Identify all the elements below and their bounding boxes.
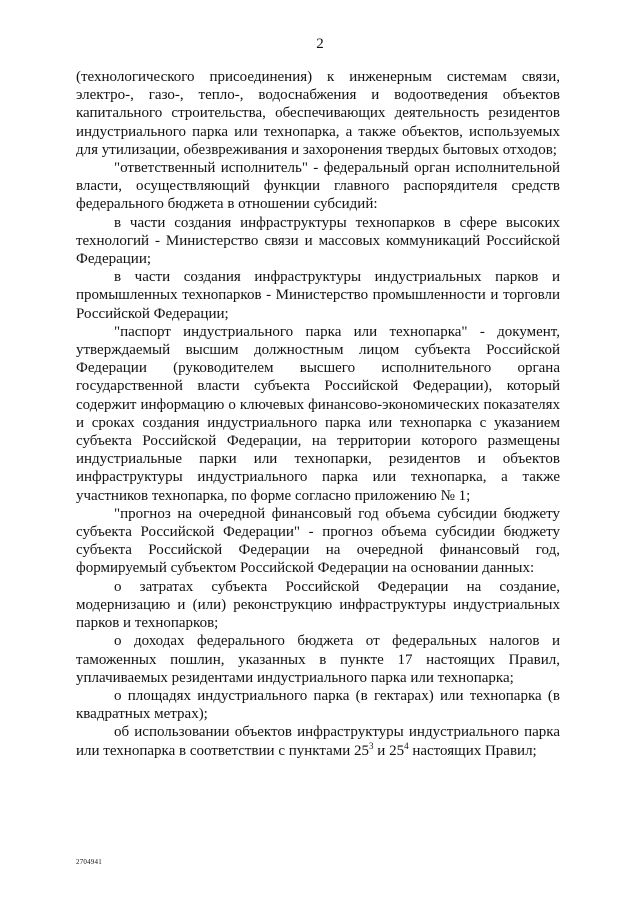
paragraph-last [76,723,560,759]
paragraph: "прогноз на очередной финансовый год объема субсидии бюджету субъекта Российской Федерации" - прогноз объема субсидии бюджету субъекта Российской Федерации на очередной финансовый год, формируемый субъектом Российской Федерации на основании данных: [76,505,560,577]
document-body [76,68,560,760]
paragraph: в части создания инфраструктуры технопарков в сфере высоких технологий - Министерство связи и массовых коммуникаций Российской Федерации; [76,214,560,268]
paragraph-text: настоящих Правил; [408,742,537,759]
paragraph: о площадях индустриального парка (в гектарах) или технопарка (в квадратных метрах); [76,687,560,723]
paragraph: о доходах федерального бюджета от федеральных налогов и таможенных пошлин, указанных в пункте 17 настоящих Правил, уплачиваемых резидентами индустриального парка или технопарка; [76,633,560,686]
superscript: 4 [404,740,409,751]
paragraph: (технологического присоединения) к инженерным системам связи, электро-, газо-, тепло-, водоснабжения и водоотведения объектов капитального строительства, обеспечивающих деятельность резидентов индустриального парка или технопарка, а также объектов, используемых для утилизации, обезвреживания и захоронения твердых бытовых отходов; [76,69,560,158]
paragraph: о затратах субъекта Российской Федерации на создание, модернизацию и (или) реконструкцию инфраструктуры индустриальных парков и технопарков; [76,578,560,632]
paragraph-text: об использовании объектов инфраструктуры индустриального парка или технопарка в соответствии с пунктами 25 [76,724,560,759]
document-code: 2704941 [76,858,102,866]
superscript: 3 [369,740,374,751]
page-number: 2 [316,36,324,52]
paragraph-text: и 25 [373,742,405,759]
paragraph: в части создания инфраструктуры индустриальных парков и промышленных технопарков - Министерство промышленности и торговли Российской Федерации; [76,269,560,322]
paragraph: "ответственный исполнитель" - федеральный орган исполнительной власти, осуществляющий функции главного распорядителя средств федерального бюджета в отношении субсидий: [76,160,560,213]
paragraph: "паспорт индустриального парка или технопарка" - документ, утверждаемый высшим должностным лицом субъекта Российской Федерации (руководителем высшего исполнительного органа государственной власти субъекта Российской Федерации), который содержит информацию о ключевых финансово-экономических показателях и сроках создания индустриального парка или технопарка с указанием субъекта Российской Федерации, на территории которого размещены индустриальные парки или технопарки, резидентов и объектов инфраструктуры индустриального парка или технопарка, а также участников технопарка, по форме согласно приложению № 1; [76,323,560,504]
